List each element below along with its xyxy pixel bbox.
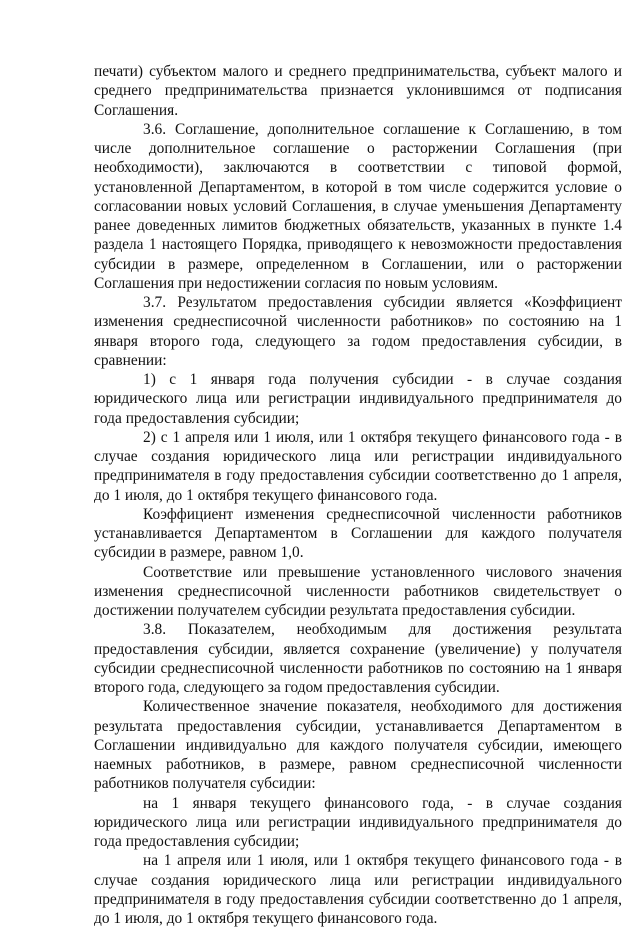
paragraph-3-7-item-1: 1) с 1 января года получения субсидии - в случае создания юридического лица или регистрации индивидуального предпринимателя до года предоставления субсидии;: [94, 371, 622, 427]
paragraph-3-7: 3.7. Результатом предоставления субсидии является «Коэффициент изменения среднесписочной численности работников» по состоянию на 1 января второго года, следующего за годом предоставления субсидии, в сравнении:: [94, 294, 622, 369]
paragraph-continuation: печати) субъектом малого и среднего предпринимательства, субъект малого и среднего предпринимательства признается уклонившимся от подписания Соглашения.: [94, 63, 622, 119]
paragraph-quantitative: Количественное значение показателя, необходимого для достижения результата предоставления субсидии, устанавливается Департаментом в Соглашении индивидуально для каждого получателя субсидии, имеющего наемных работников, в размере, равном среднесписочной численности работников получателя субсидии:: [94, 698, 622, 793]
paragraph-3-8-item-1: на 1 января текущего финансового года, - в случае создания юридического лица или регистрации индивидуального предпринимателя до года предоставления субсидии;: [94, 794, 622, 850]
paragraph-3-8-item-2: на 1 апреля или 1 июля, или 1 октября текущего финансового года - в случае создания юридического лица или регистрации индивидуального предпринимателя в году предоставления субсидии соответственно до 1 апреля, до 1 июля, до 1 октября текущего финансового года.: [94, 852, 622, 927]
paragraph-3-7-item-2: 2) с 1 апреля или 1 июля, или 1 октября текущего финансового года - в случае создания юридического лица или регистрации индивидуального предпринимателя в году предоставления субсидии соответственно до 1 апреля, до 1 июля, до 1 октября текущего финансового года.: [94, 428, 622, 504]
paragraph-coefficient: Коэффициент изменения среднесписочной численности работников устанавливается Департаментом в Соглашении для каждого получателя субсидии в размере, равном 1,0.: [94, 505, 622, 562]
paragraph-compliance: Соответствие или превышение установленного числового значения изменения среднесписочной численности работников свидетельствует о достижении получателем субсидии результата предоставления субсидии.: [94, 563, 622, 619]
document-page: [94, 62, 622, 928]
paragraph-3-6: 3.6. Соглашение, дополнительное соглашение к Соглашению, в том числе дополнительное соглашение о расторжении Соглашения (при необходимости), заключаются в соответствии с типовой формой, установленной Департаментом, в которой в том числе содержится условие о согласовании новых условий Соглашения, в случае уменьшения Департаменту ранее доведенных лимитов бюджетных обязательств, указанных в пункте 1.4 раздела 1 настоящего Порядка, приводящего к невозможности предоставления субсидии в размере, определенном в Соглашении, или о расторжении Соглашения при недостижении согласия по новым условиям.: [94, 120, 622, 292]
paragraph-3-8: 3.8. Показателем, необходимым для достижения результата предоставления субсидии, является сохранение (увеличение) у получателя субсидии среднесписочной численности работников по состоянию на 1 января второго года, следующего за годом предоставления субсидии.: [94, 621, 622, 696]
